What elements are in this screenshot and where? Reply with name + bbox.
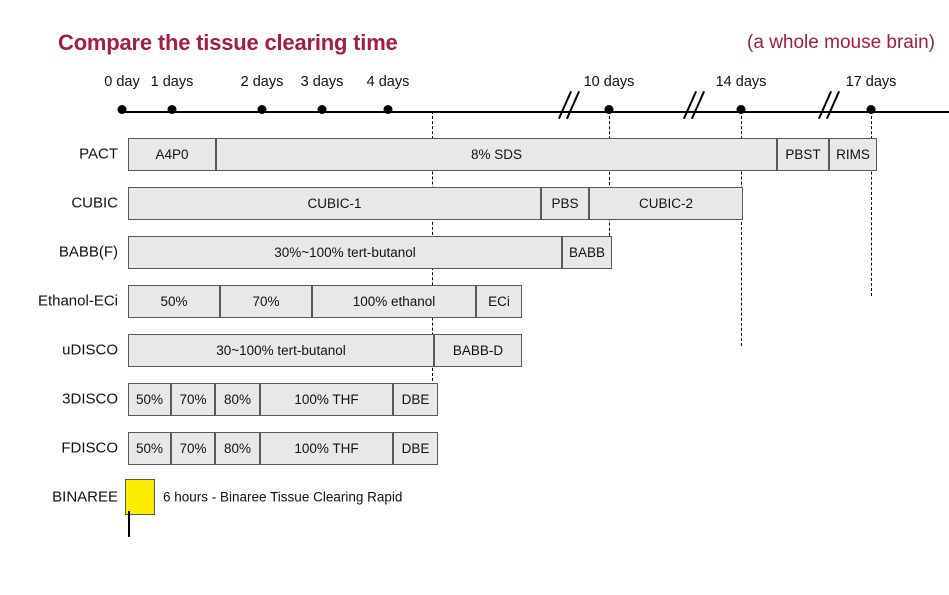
bar-segment: 50% [128, 285, 220, 318]
axis-guide-line [609, 111, 610, 251]
bar-segment: 100% THF [260, 432, 393, 465]
bar-segment: DBE [393, 432, 438, 465]
chart-subtitle: (a whole mouse brain) [747, 32, 935, 53]
bar-segment: 80% [215, 383, 260, 416]
bar-segment: BABB [562, 236, 612, 269]
bar-segment: BABB-D [434, 334, 522, 367]
bar-segment: 30%~100% tert-butanol [128, 236, 562, 269]
row-note: 6 hours - Binaree Tissue Clearing Rapid [163, 489, 403, 505]
axis-break-mark [682, 92, 708, 118]
axis-tick-label: 1 days [150, 74, 194, 90]
row-label: CUBIC [71, 194, 118, 212]
bar-segment: PBS [541, 187, 589, 220]
bar-segment: A4P0 [128, 138, 216, 171]
axis-tick-dot [258, 105, 267, 114]
bar-segment: PBST [777, 138, 829, 171]
axis-break-mark [817, 92, 843, 118]
bar-segment: 50% [128, 432, 171, 465]
bar-segment: 70% [171, 383, 215, 416]
bar-segment: ECi [476, 285, 522, 318]
axis-tick-label: 0 day [104, 74, 140, 90]
bar-segment: RIMS [829, 138, 877, 171]
bar-segment: CUBIC-2 [589, 187, 743, 220]
row-label: FDISCO [61, 439, 118, 457]
row-label: 3DISCO [62, 390, 118, 408]
page-title: Compare the tissue clearing time [58, 30, 398, 55]
axis-tick-label: 2 days [240, 74, 284, 90]
row-label: PACT [79, 145, 118, 163]
binaree-start-marker [128, 511, 130, 537]
axis-tick-dot [168, 105, 177, 114]
bar-segment: 70% [171, 432, 215, 465]
axis-tick-label: 4 days [366, 74, 410, 90]
axis-tick-dot [384, 105, 393, 114]
axis-tick-label: 17 days [845, 74, 897, 90]
bar-segment: 50% [128, 383, 171, 416]
bar-segment: DBE [393, 383, 438, 416]
axis-tick-label: 14 days [715, 74, 767, 90]
row-label: BABB(F) [58, 243, 118, 261]
bar-segment: 70% [220, 285, 312, 318]
axis-tick-label: 10 days [583, 74, 635, 90]
bar-segment [125, 479, 155, 515]
axis-tick-label: 3 days [300, 74, 344, 90]
axis-break-mark [557, 92, 583, 118]
bar-segment: 30~100% tert-butanol [128, 334, 434, 367]
axis-tick-dot [318, 105, 327, 114]
bar-segment: CUBIC-1 [128, 187, 541, 220]
bar-segment: 100% ethanol [312, 285, 476, 318]
bar-segment: 100% THF [260, 383, 393, 416]
row-label: BINAREE [52, 488, 118, 506]
bar-segment: 80% [215, 432, 260, 465]
bar-segment: 8% SDS [216, 138, 777, 171]
axis-tick-dot [118, 105, 127, 114]
row-label: Ethanol-ECi [37, 292, 118, 310]
row-label: uDISCO [62, 341, 118, 359]
